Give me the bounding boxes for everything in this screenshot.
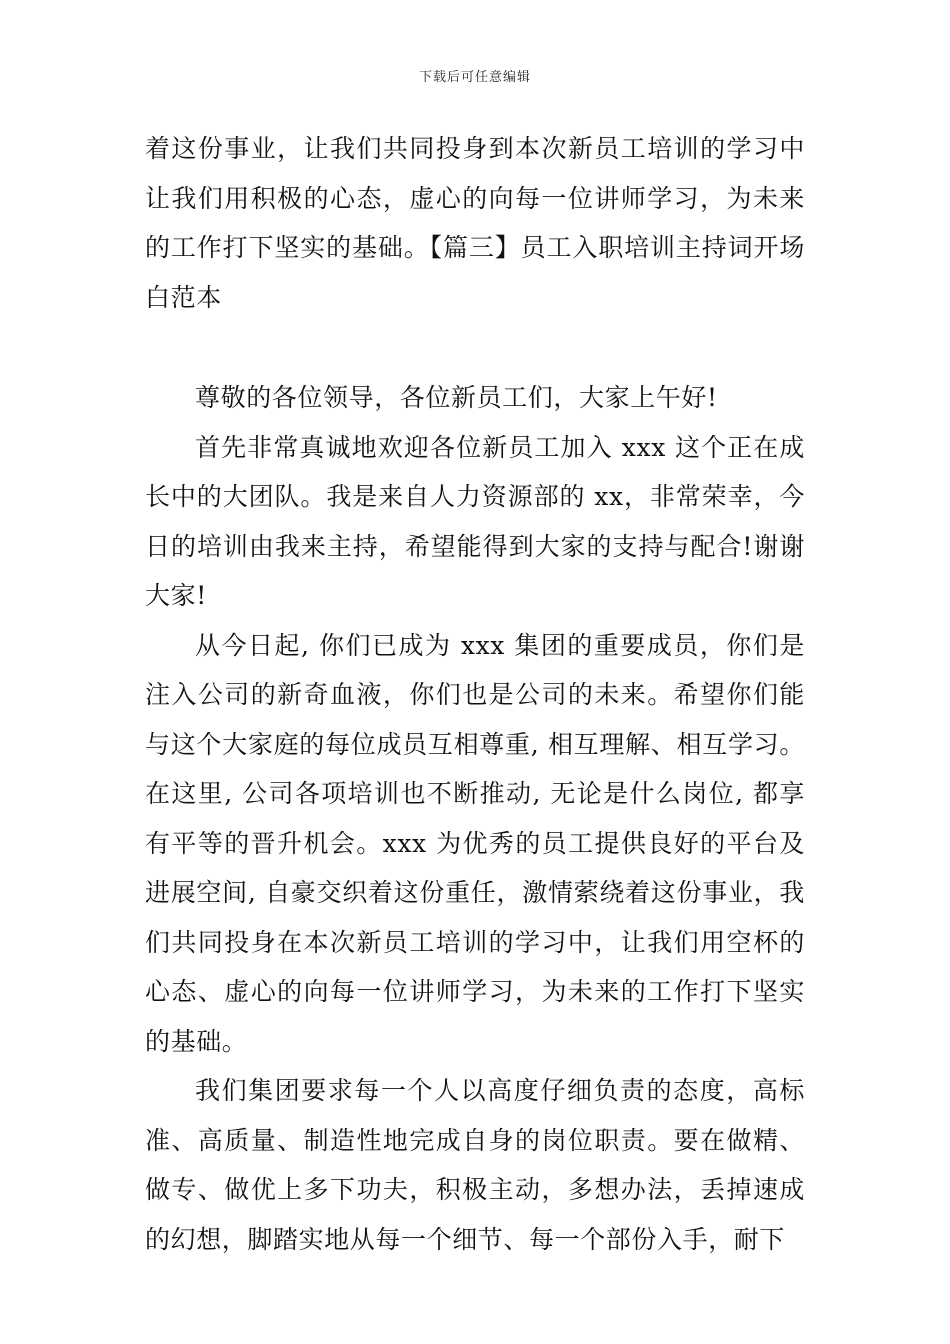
continued-paragraph: 着这份事业，让我们共同投身到本次新员工培训的学习中让我们用积极的心态，虚心的向每一位讲师学习，为未来的工作打下坚实的基础。【篇三】员工入职培训主持词开场白范本: [145, 134, 805, 312]
speech-text-block: [145, 373, 805, 1264]
continued-text-block: [145, 124, 805, 322]
header-note: 下载后可任意编辑: [418, 70, 531, 85]
paragraph-requirements: 我们集团要求每一个人以高度仔细负责的态度，高标准、高质量、制造性地完成自身的岗位职责。要在做精、做专、做优上多下功夫，积极主动，多想办法，丢掉速成的幻想，脚踏实地从每一个细节、每一个部份入手，耐下: [145, 1076, 805, 1254]
paragraph-welcome: 首先非常真诚地欢迎各位新员工加入 xxx 这个正在成长中的大团队。我是来自人力资源部的 xx，非常荣幸，今日的培训由我来主持，希望能得到大家的支持与配合!谢谢大家!: [145, 432, 805, 610]
paragraph-greeting: 尊敬的各位领导，各位新员工们，大家上午好!: [195, 383, 718, 412]
paragraph-members: 从今日起, 你们已成为 xxx 集团的重要成员，你们是注入公司的新奇血液，你们也是公司的未来。希望你们能与这个大家庭的每位成员互相尊重, 相互理解、相互学习。在这里, 公司各项培训也不断推动, 无论是什么岗位, 都享有平等的晋升机会。xxx 为优秀的员工提供良好的平台及进展空间, 自豪交织着这份重任，激情萦绕着这份事业，我们共同投身在本次新员工培训的学习中，让我们用空杯的心态、虚心的向每一位讲师学习，为未来的工作打下坚实的基础。: [145, 630, 805, 1056]
